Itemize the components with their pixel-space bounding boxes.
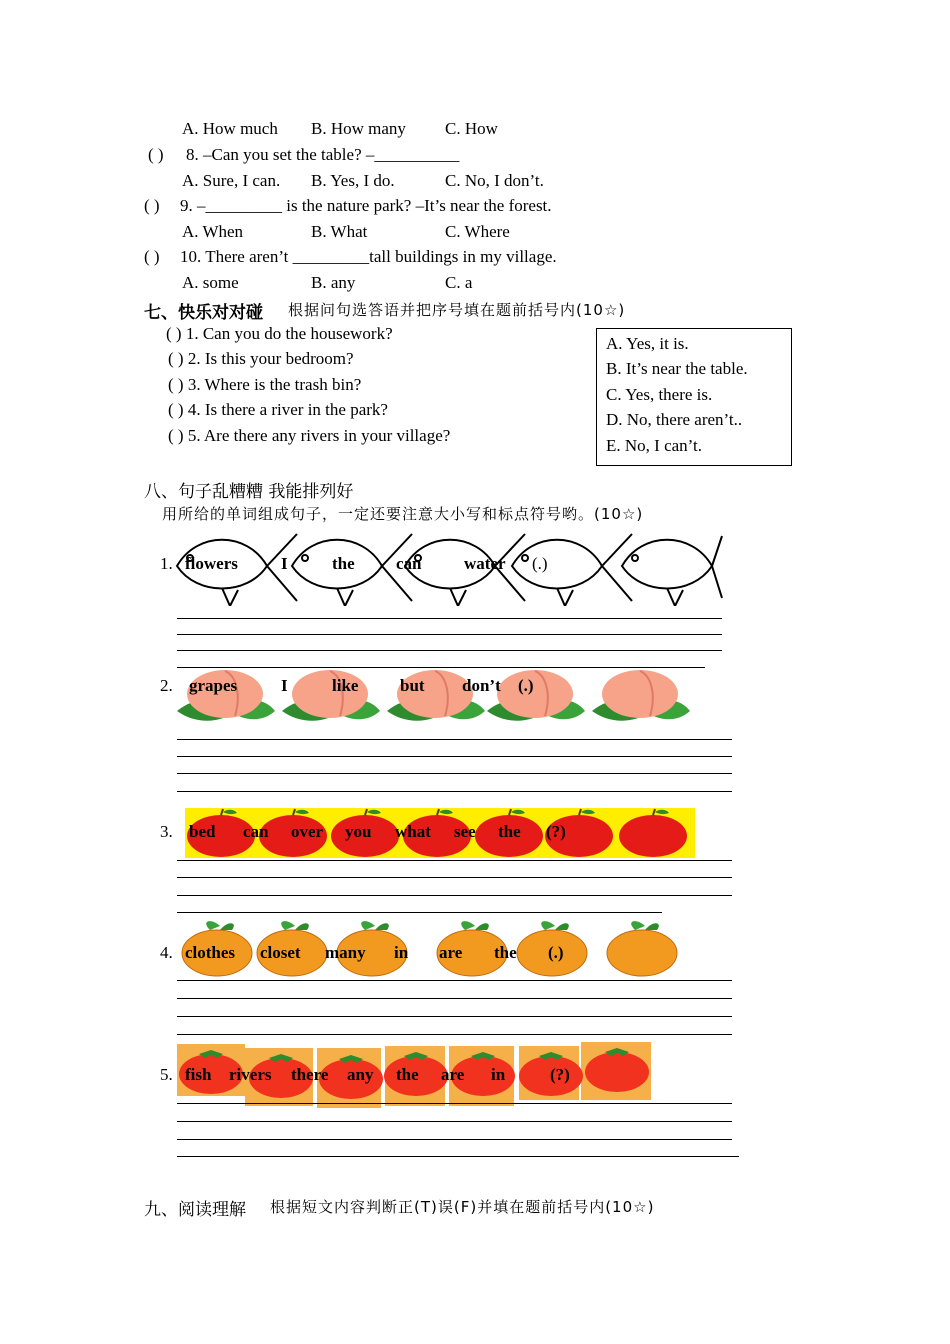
- item3-word-4: you: [345, 822, 372, 841]
- fish-icon: [512, 534, 632, 606]
- q8-option-c: C. No, I don’t.: [445, 171, 544, 190]
- section8-title: 八、句子乱糟糟 我能排列好: [144, 482, 354, 502]
- item5-word-8: (?): [550, 1065, 570, 1084]
- item4-word-2: closet: [260, 943, 301, 962]
- answer-line[interactable]: [177, 1156, 739, 1157]
- orange-row: [180, 918, 680, 978]
- item4-word-7: (.): [548, 943, 564, 962]
- section7-title: 七、快乐对对碰: [144, 303, 263, 323]
- answer-line[interactable]: [177, 650, 722, 651]
- section7-instruction: 根据问句选答语并把序号填在题前括号内(10☆): [288, 301, 626, 319]
- answer-b: B. It’s near the table.: [606, 359, 748, 378]
- item3-number: 3.: [160, 822, 173, 841]
- q7-option-a: A. How much: [182, 119, 278, 138]
- item3-word-7: the: [498, 822, 521, 841]
- q10-paren[interactable]: ( ): [144, 247, 160, 266]
- q9-option-a: A. When: [182, 222, 244, 241]
- section9-instruction: 根据短文内容判断正(T)误(F)并填在题前括号内(10☆): [270, 1198, 655, 1216]
- s7-question-3: ( ) 3. Where is the trash bin?: [168, 375, 362, 394]
- q9-option-b: B. What: [311, 222, 368, 241]
- item3-word-8: (?): [546, 822, 566, 841]
- peach-row: [175, 666, 720, 726]
- item4-word-3: many: [325, 943, 366, 962]
- s7-question-5: ( ) 5. Are there any rivers in your village?: [168, 426, 451, 445]
- item4-word-5: are: [439, 943, 463, 962]
- answer-line[interactable]: [177, 980, 732, 981]
- answer-line[interactable]: [177, 877, 732, 878]
- q8-option-a: A. Sure, I can.: [182, 171, 281, 190]
- s7-question-4: ( ) 4. Is there a river in the park?: [168, 400, 388, 419]
- q10-option-c: C. a: [445, 273, 473, 292]
- item1-word-6: (.): [532, 554, 548, 573]
- answer-line[interactable]: [177, 756, 732, 757]
- q7-option-b: B. How many: [311, 119, 406, 138]
- answer-line[interactable]: [177, 1016, 732, 1017]
- answer-box: [596, 328, 792, 466]
- answer-line[interactable]: [177, 1103, 732, 1104]
- item5-word-1: fish: [185, 1065, 212, 1084]
- answer-line[interactable]: [177, 1034, 732, 1035]
- item2-word-3: like: [332, 676, 359, 695]
- item1-word-5: water: [464, 554, 506, 573]
- item1-number: 1.: [160, 554, 173, 573]
- answer-line[interactable]: [177, 618, 722, 619]
- item5-word-3: there: [291, 1065, 329, 1084]
- item4-word-4: in: [394, 943, 409, 962]
- answer-line[interactable]: [177, 912, 662, 913]
- item3-word-1: bed: [189, 822, 216, 841]
- q8-option-b: B. Yes, I do.: [311, 171, 395, 190]
- item2-word-5: don’t: [462, 676, 501, 695]
- fish-icon: [622, 536, 722, 606]
- item2-word-4: but: [400, 676, 425, 695]
- answer-line[interactable]: [177, 791, 732, 792]
- item1-word-3: the: [332, 554, 355, 573]
- q8-paren[interactable]: ( ): [148, 145, 164, 164]
- item5-word-5: the: [396, 1065, 419, 1084]
- answer-line[interactable]: [177, 860, 732, 861]
- q9-option-c: C. Where: [445, 222, 510, 241]
- q10-stem: 10. There aren’t _________tall buildings in my village.: [180, 247, 557, 266]
- s7-question-2: ( ) 2. Is this your bedroom?: [168, 349, 354, 368]
- item3-word-2: can: [243, 822, 269, 841]
- answer-c: C. Yes, there is.: [606, 385, 713, 404]
- answer-a: A. Yes, it is.: [606, 334, 689, 353]
- section9-title: 九、阅读理解: [144, 1200, 246, 1220]
- item5-word-4: any: [347, 1065, 374, 1084]
- q10-option-b: B. any: [311, 273, 356, 292]
- answer-d: D. No, there aren’t..: [606, 410, 743, 429]
- answer-line[interactable]: [177, 895, 732, 896]
- item2-word-2: I: [281, 676, 288, 695]
- answer-line[interactable]: [177, 1121, 732, 1122]
- section8-instruction: 用所给的单词组成句子，一定还要注意大小写和标点符号哟。(10☆): [162, 505, 644, 523]
- fish-row: [172, 526, 732, 606]
- item5-word-6: are: [441, 1065, 465, 1084]
- answer-line[interactable]: [177, 1139, 732, 1140]
- item4-word-1: clothes: [185, 943, 236, 962]
- item1-word-2: I: [281, 554, 288, 573]
- answer-line[interactable]: [177, 773, 732, 774]
- item3-word-5: what: [395, 822, 431, 841]
- answer-line[interactable]: [177, 998, 732, 999]
- item2-number: 2.: [160, 676, 173, 695]
- item1-word-4: can: [396, 554, 422, 573]
- answer-line[interactable]: [177, 634, 722, 635]
- item5-word-2: rivers: [229, 1065, 272, 1084]
- q9-paren[interactable]: ( ): [144, 196, 160, 215]
- item5-number: 5.: [160, 1065, 173, 1084]
- item4-number: 4.: [160, 943, 173, 962]
- answer-e: E. No, I can’t.: [606, 436, 702, 455]
- q10-option-a: A. some: [182, 273, 239, 292]
- item4-word-6: the: [494, 943, 517, 962]
- item3-word-3: over: [291, 822, 324, 841]
- q8-stem: 8. –Can you set the table? –__________: [186, 145, 460, 164]
- item5-word-7: in: [491, 1065, 506, 1084]
- q9-stem: 9. –_________ is the nature park? –It’s near the forest.: [180, 196, 552, 215]
- item2-word-6: (.): [518, 676, 534, 695]
- item1-word-1: flowers: [185, 554, 238, 573]
- s7-question-1: ( ) 1. Can you do the housework?: [166, 324, 393, 343]
- item3-word-6: see: [454, 822, 476, 841]
- item2-word-1: grapes: [189, 676, 238, 695]
- answer-line[interactable]: [177, 739, 732, 740]
- q7-option-c: C. How: [445, 119, 498, 138]
